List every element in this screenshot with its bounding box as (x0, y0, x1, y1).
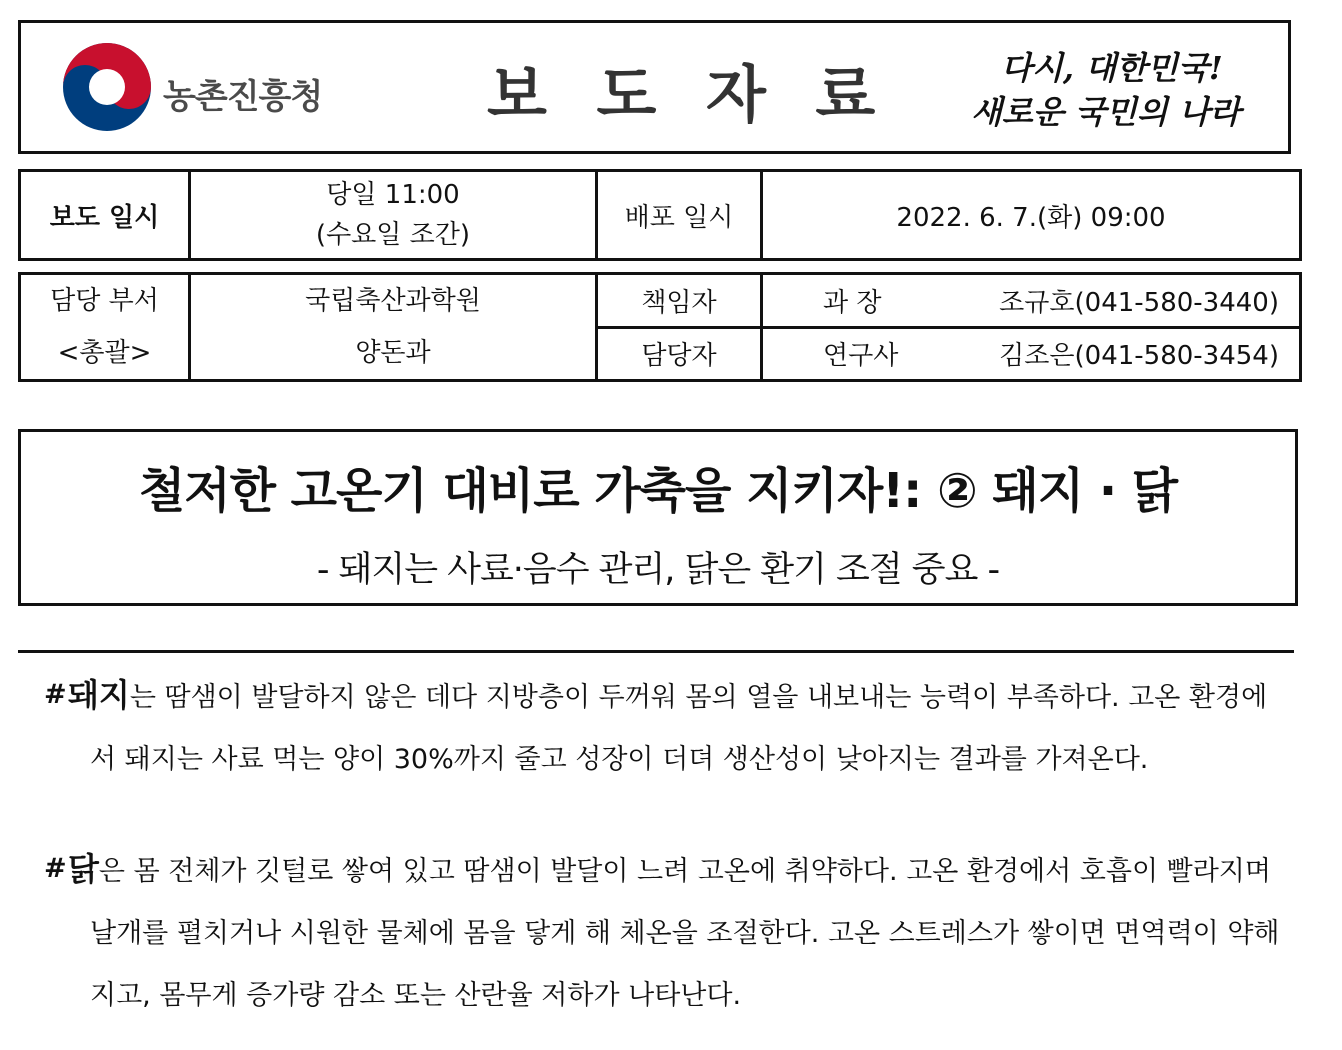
department-name (190, 274, 597, 381)
department-line1: 국립축산과학원 (305, 286, 481, 316)
keyword-chicken: 닭 (68, 850, 99, 888)
distribution-time: 2022. 6. 7.(화) 09:00 (762, 171, 1301, 260)
keyword-pig: 돼지 (68, 676, 130, 714)
bullet-marker: # (44, 853, 67, 884)
contact-label: 담당자 (597, 327, 762, 381)
paragraph-text: 은 몸 전체가 깃털로 쌓여 있고 땀샘이 발달이 느려 고온에 취약하다. 고온 환경에서 호흡이 빨라지며 날개를 펼치거나 시원한 물체에 몸을 닿게 해 체온을 조절한다. 고온 스트레스가 쌓이면 면역력이 약해지고, 몸무게 증가량 감소 또는 산란율 저하가 나타난다. (90, 856, 1280, 1011)
section-divider (18, 650, 1294, 653)
department-label (20, 274, 190, 381)
headline-title: 철저한 고온기 대비로 가축을 지키자!: ② 돼지 · 닭 (138, 463, 1178, 519)
release-label: 보도 일시 (20, 171, 190, 260)
bullet-marker: # (44, 679, 67, 710)
taegeuk-emblem-icon (59, 39, 155, 135)
head-title: 과 장 (823, 287, 882, 318)
paragraph-body (44, 664, 1284, 791)
distribution-label: 배포 일시 (597, 171, 762, 260)
paragraph-pig (44, 664, 1284, 791)
contact-title: 연구사 (823, 341, 899, 372)
paragraph-chicken (44, 838, 1284, 1027)
release-time (190, 171, 597, 260)
agency-name: 농촌진흥청 (163, 77, 323, 117)
contact-cell (762, 327, 1301, 381)
department-line2: 양돈과 (355, 338, 431, 368)
slogan-line1: 다시, 대한민국! (1001, 49, 1223, 87)
department-label-line2: <총괄> (57, 338, 152, 368)
headline-subtitle: - 돼지는 사료·음수 관리, 닭은 환기 조절 중요 - (316, 550, 1000, 590)
paragraph-text: 는 땀샘이 발달하지 않은 데다 지방층이 두꺼워 몸의 열을 내보내는 능력이 부족하다. 고온 환경에서 돼지는 사료 먹는 양이 30%까지 줄고 성장이 더뎌 생산성이 낮아지는 결과를 가져온다. (90, 682, 1268, 775)
contact-person: 김조은(041-580-3454) (999, 341, 1279, 372)
head-contact: 조규호(041-580-3440) (999, 287, 1279, 318)
headline-box (18, 429, 1298, 606)
agency-logo (59, 39, 359, 135)
header-box (18, 20, 1291, 154)
doc-title: 보 도 자 료 (487, 58, 890, 131)
release-info-table (18, 169, 1302, 261)
department-table (18, 272, 1302, 382)
head-label: 책임자 (597, 274, 762, 328)
release-time-line2: (수요일 조간) (315, 220, 471, 250)
department-label-line1: 담당 부서 (50, 286, 159, 316)
paragraph-body (44, 838, 1284, 1027)
slogan-line2: 새로운 국민의 나라 (971, 93, 1241, 131)
release-time-line1: 당일 11:00 (326, 180, 460, 210)
head-contact-cell (762, 274, 1301, 328)
slogan-calligraphy (961, 37, 1251, 141)
